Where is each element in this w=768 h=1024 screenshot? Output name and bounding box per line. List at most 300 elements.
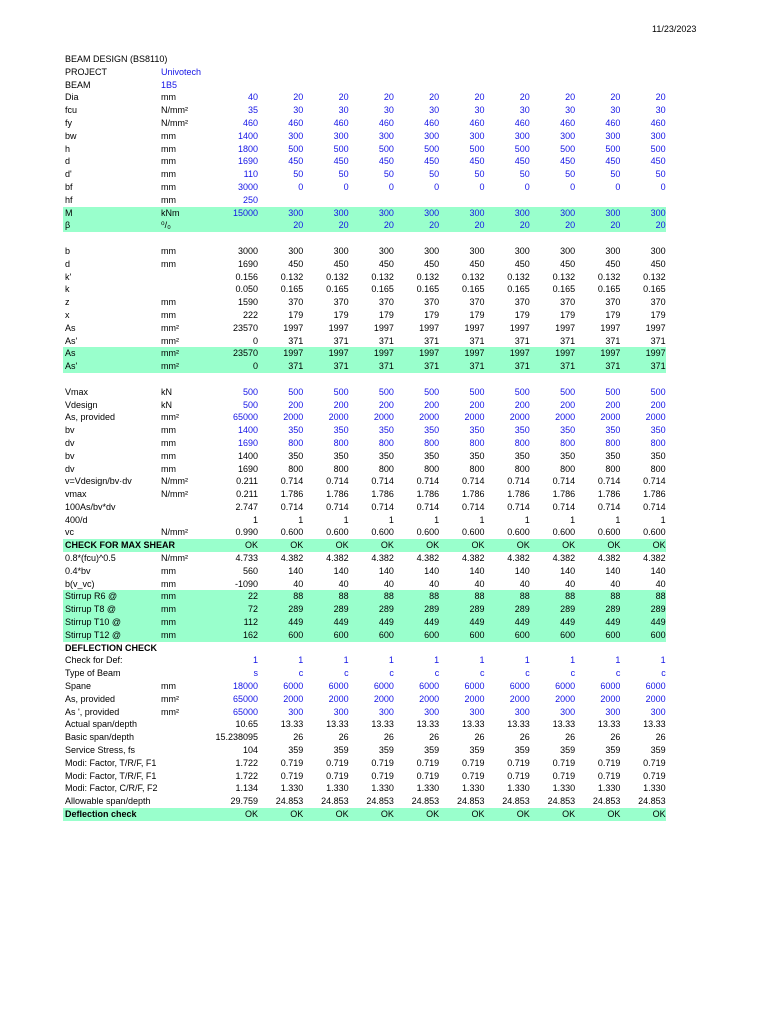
row-value: 0.165 xyxy=(371,284,394,295)
table-row xyxy=(63,629,666,642)
table-row xyxy=(63,130,666,143)
table-row xyxy=(63,104,666,117)
row-value: 0.719 xyxy=(643,770,666,781)
row-unit: mm xyxy=(161,156,176,167)
row-value: 200 xyxy=(560,399,576,410)
row-value: 40 xyxy=(247,92,258,103)
row-value: 10.65 xyxy=(235,719,258,730)
row-value: OK xyxy=(607,809,621,820)
row-value: 0 xyxy=(660,181,666,192)
table-row xyxy=(63,207,666,220)
row-value: 0.600 xyxy=(552,527,576,538)
row-label: 400/d xyxy=(65,514,88,525)
table-row xyxy=(63,463,666,476)
row-value: 140 xyxy=(560,565,576,576)
row-value: 50 xyxy=(519,169,530,180)
row-unit: mm² xyxy=(161,412,179,423)
row-value: 1 xyxy=(615,514,621,525)
row-value: 300 xyxy=(378,706,394,717)
row-value: 20 xyxy=(383,92,394,103)
row-label: As, provided xyxy=(65,693,116,704)
row-value: 26 xyxy=(565,732,576,743)
row-value: 2000 xyxy=(373,412,394,423)
table-row xyxy=(63,360,666,373)
row-unit: mm² xyxy=(161,706,179,717)
row-label: Deflection check xyxy=(65,809,137,820)
row-value: 0.600 xyxy=(326,527,349,538)
row-unit: mm² xyxy=(161,335,179,346)
row-value: 449 xyxy=(333,617,349,628)
row-value: 50 xyxy=(655,169,666,180)
row-value: 20 xyxy=(610,220,621,231)
row-value: 50 xyxy=(610,169,621,180)
row-value: 0.132 xyxy=(552,271,576,282)
row-value: 0.165 xyxy=(280,284,304,295)
table-row xyxy=(63,578,666,591)
row-value: 88 xyxy=(293,591,304,602)
row-value: 600 xyxy=(514,629,530,640)
row-value: 0.719 xyxy=(507,770,530,781)
table-row xyxy=(63,667,666,680)
row-value: 24.853 xyxy=(547,796,576,807)
row-value: 30 xyxy=(293,105,304,116)
row-value: 370 xyxy=(605,297,621,308)
table-row xyxy=(63,271,666,284)
row-value: 300 xyxy=(605,207,621,218)
table-row xyxy=(63,450,666,463)
row-value: 0.719 xyxy=(507,757,530,768)
row-value: 300 xyxy=(514,207,530,218)
beam-design-sheet xyxy=(63,53,666,821)
row-value: 0.211 xyxy=(236,489,258,500)
row-value: 2000 xyxy=(555,693,576,704)
row-value: 0.719 xyxy=(461,770,485,781)
table-row xyxy=(63,245,666,258)
row-value: 450 xyxy=(469,156,485,167)
row-unit: N/mm² xyxy=(161,489,188,500)
row-value: 0.600 xyxy=(597,527,621,538)
row-value: 4.382 xyxy=(552,553,576,564)
row-unit: ⁰/₀ xyxy=(161,220,171,231)
row-value: 179 xyxy=(514,309,530,320)
row-value: 350 xyxy=(424,450,440,461)
row-value: 500 xyxy=(424,386,440,397)
row-unit: mm² xyxy=(161,693,179,704)
row-value: 1 xyxy=(615,655,621,666)
row-value: 1690 xyxy=(237,156,258,167)
row-label: Basic span/depth xyxy=(65,732,135,743)
row-value: 2000 xyxy=(600,412,621,423)
row-label: h xyxy=(65,143,71,154)
row-value: 6000 xyxy=(600,681,621,692)
row-value: 500 xyxy=(288,143,304,154)
row-value: 20 xyxy=(474,92,485,103)
row-value: 350 xyxy=(605,425,621,436)
row-value: 371 xyxy=(469,361,485,372)
table-row xyxy=(63,808,666,821)
row-value: 2000 xyxy=(464,693,485,704)
row-unit: mm xyxy=(161,309,176,320)
row-value: 300 xyxy=(424,245,440,256)
row-value: 88 xyxy=(383,591,394,602)
row-value: 371 xyxy=(288,361,304,372)
row-value: 371 xyxy=(378,335,394,346)
row-value: 0.714 xyxy=(552,476,576,487)
row-value: 0.714 xyxy=(507,501,530,512)
row-label: Vmax xyxy=(65,386,89,397)
row-value: 20 xyxy=(519,220,530,231)
row-value: 222 xyxy=(242,309,258,320)
row-value: 15.238095 xyxy=(215,732,258,743)
table-row xyxy=(63,322,666,335)
row-value: 300 xyxy=(333,207,349,218)
row-value: 300 xyxy=(650,130,666,141)
row-value: 65000 xyxy=(232,693,258,704)
row-value: 1997 xyxy=(373,348,394,359)
table-row xyxy=(63,155,666,168)
row-value: 0.165 xyxy=(507,284,530,295)
row-label: Spane xyxy=(65,681,92,692)
row-value: 250 xyxy=(242,194,258,205)
row-value: 50 xyxy=(293,169,304,180)
row-value: 140 xyxy=(514,565,530,576)
row-value: 370 xyxy=(560,297,576,308)
row-value: 460 xyxy=(242,117,258,128)
row-value: 1400 xyxy=(237,425,258,436)
row-value: 3000 xyxy=(237,181,258,192)
row-value: 140 xyxy=(469,565,485,576)
row-value: 350 xyxy=(469,425,485,436)
row-value: 2000 xyxy=(328,693,349,704)
row-value: 0 xyxy=(298,181,304,192)
row-value: 350 xyxy=(605,450,621,461)
row-value: 450 xyxy=(650,156,666,167)
row-value: -1090 xyxy=(234,578,258,589)
row-unit: mm xyxy=(161,565,176,576)
row-value: 1997 xyxy=(555,348,576,359)
row-value: 2000 xyxy=(645,412,666,423)
row-value: 289 xyxy=(514,604,530,615)
row-value: 13.33 xyxy=(552,719,576,730)
row-unit: mm xyxy=(161,297,176,308)
row-value: c xyxy=(389,668,394,679)
row-value: 350 xyxy=(378,425,394,436)
row-label: x xyxy=(65,309,70,320)
row-value: 350 xyxy=(650,425,666,436)
row-value: 800 xyxy=(514,437,530,448)
row-value: 179 xyxy=(288,309,304,320)
table-row xyxy=(63,181,666,194)
row-value: 0.719 xyxy=(280,770,304,781)
row-value: 350 xyxy=(560,425,576,436)
row-value: OK xyxy=(516,540,530,551)
row-value: 1 xyxy=(252,655,258,666)
row-value: 500 xyxy=(242,399,258,410)
row-value: 0.165 xyxy=(326,284,349,295)
row-value: 560 xyxy=(242,565,258,576)
row-value: 26 xyxy=(610,732,621,743)
row-label: hf xyxy=(65,194,73,205)
row-value: 20 xyxy=(474,220,485,231)
row-value: 26 xyxy=(338,732,349,743)
row-value: 0.132 xyxy=(280,271,304,282)
row-value: 140 xyxy=(378,565,394,576)
row-label: 0.8*(fcu)^0.5 xyxy=(65,553,116,564)
row-value: 449 xyxy=(288,617,304,628)
table-row xyxy=(63,258,666,271)
row-value: 1.330 xyxy=(643,783,666,794)
row-value: c xyxy=(525,668,530,679)
table-row xyxy=(63,194,666,207)
row-value: 371 xyxy=(469,335,485,346)
row-value: 1.786 xyxy=(643,489,666,500)
row-value: c xyxy=(480,668,485,679)
row-value: 200 xyxy=(288,399,304,410)
row-label: k' xyxy=(65,271,72,282)
table-row xyxy=(63,296,666,309)
row-label: bw xyxy=(65,130,77,141)
row-value: 179 xyxy=(650,309,666,320)
row-value: 450 xyxy=(333,258,349,269)
row-value: 0.714 xyxy=(597,501,621,512)
row-value: 359 xyxy=(288,745,304,756)
table-row xyxy=(63,706,666,719)
row-value: 450 xyxy=(650,258,666,269)
beam-design-table xyxy=(63,91,666,820)
row-value: 140 xyxy=(650,565,666,576)
row-value: 450 xyxy=(605,156,621,167)
row-value: 800 xyxy=(650,463,666,474)
row-value: 0.719 xyxy=(326,770,349,781)
row-value: 1 xyxy=(660,655,666,666)
row-value: 26 xyxy=(519,732,530,743)
row-value: 26 xyxy=(655,732,666,743)
row-value: 30 xyxy=(338,105,349,116)
row-value: 1 xyxy=(479,514,485,525)
row-unit: mm xyxy=(161,617,176,628)
table-row xyxy=(63,309,666,322)
table-row xyxy=(63,475,666,488)
row-value: 1400 xyxy=(237,130,258,141)
table-row xyxy=(63,143,666,156)
row-value: 450 xyxy=(469,258,485,269)
row-value: 370 xyxy=(378,297,394,308)
row-value: 300 xyxy=(288,245,304,256)
row-unit: mm xyxy=(161,92,176,103)
row-value: 20 xyxy=(610,92,621,103)
row-value: 1.330 xyxy=(552,783,576,794)
row-value: 300 xyxy=(333,245,349,256)
table-row xyxy=(63,642,666,655)
row-value: 1.134 xyxy=(235,783,258,794)
row-value: 1.786 xyxy=(416,489,440,500)
row-value: 1997 xyxy=(283,322,304,333)
row-value: 20 xyxy=(429,220,440,231)
row-value: 1.330 xyxy=(280,783,304,794)
row-value: 50 xyxy=(429,169,440,180)
row-value: 371 xyxy=(650,335,666,346)
row-value: 460 xyxy=(605,117,621,128)
row-label: Stirrup T10 @ xyxy=(65,617,121,628)
row-value: 1997 xyxy=(555,322,576,333)
row-value: 300 xyxy=(605,706,621,717)
row-value: 359 xyxy=(605,745,621,756)
row-value: 300 xyxy=(605,245,621,256)
row-value: 1.786 xyxy=(326,489,349,500)
table-row xyxy=(63,590,666,603)
row-value: 1.722 xyxy=(235,757,258,768)
row-value: 20 xyxy=(338,220,349,231)
row-value: 0.719 xyxy=(371,770,394,781)
row-label: dv xyxy=(65,463,75,474)
row-value: 2000 xyxy=(328,412,349,423)
row-value: 0.719 xyxy=(552,757,576,768)
row-value: 0.050 xyxy=(235,284,258,295)
row-value: 20 xyxy=(293,220,304,231)
row-value: 72 xyxy=(247,604,258,615)
row-value: 300 xyxy=(424,207,440,218)
row-label: DEFLECTION CHECK xyxy=(65,642,157,653)
row-value: 1 xyxy=(434,514,440,525)
row-value: 162 xyxy=(242,629,258,640)
row-value: 200 xyxy=(605,399,621,410)
row-unit: mm xyxy=(161,130,176,141)
row-value: OK xyxy=(335,809,349,820)
row-label: dv xyxy=(65,437,75,448)
row-value: 359 xyxy=(378,745,394,756)
row-value: 450 xyxy=(605,258,621,269)
row-label: vc xyxy=(65,527,74,538)
row-value: 140 xyxy=(333,565,349,576)
row-value: 289 xyxy=(650,604,666,615)
row-value: 500 xyxy=(605,386,621,397)
row-value: 30 xyxy=(519,105,530,116)
row-value: 88 xyxy=(565,591,576,602)
row-value: 1997 xyxy=(419,348,440,359)
row-value: 371 xyxy=(605,335,621,346)
row-value: 40 xyxy=(565,578,576,589)
row-value: 800 xyxy=(469,463,485,474)
row-value: 600 xyxy=(333,629,349,640)
row-unit: mm xyxy=(161,681,176,692)
row-value: 450 xyxy=(378,156,394,167)
row-value: 35 xyxy=(247,105,258,116)
row-label: Check for Def: xyxy=(65,655,123,666)
row-value: 1.330 xyxy=(416,783,440,794)
row-unit: mm xyxy=(161,450,176,461)
row-value: 1997 xyxy=(509,348,530,359)
row-value: 300 xyxy=(650,207,666,218)
row-value: 359 xyxy=(560,745,576,756)
row-value: 300 xyxy=(469,207,485,218)
row-value: 450 xyxy=(560,156,576,167)
table-row xyxy=(63,744,666,757)
row-label: Allowable span/depth xyxy=(65,796,151,807)
row-value: 1997 xyxy=(464,322,485,333)
row-value: 110 xyxy=(243,169,258,180)
table-row xyxy=(63,782,666,795)
row-value: 800 xyxy=(650,437,666,448)
row-label: bf xyxy=(65,181,73,192)
row-unit: mm xyxy=(161,578,176,589)
row-value: 0.714 xyxy=(643,476,666,487)
row-value: 0.165 xyxy=(643,284,666,295)
row-value: 300 xyxy=(560,207,576,218)
row-value: 0.600 xyxy=(280,527,304,538)
row-value: 2000 xyxy=(283,693,304,704)
row-value: 0.600 xyxy=(461,527,485,538)
row-label: k xyxy=(65,284,70,295)
table-row xyxy=(63,654,666,667)
row-value: 371 xyxy=(424,335,440,346)
row-value: 800 xyxy=(605,437,621,448)
row-value: 1997 xyxy=(328,348,349,359)
row-value: 0 xyxy=(252,361,258,372)
row-value: 460 xyxy=(514,117,530,128)
row-value: 359 xyxy=(469,745,485,756)
table-row xyxy=(63,411,666,424)
row-value: 1 xyxy=(388,655,394,666)
row-value: 179 xyxy=(378,309,394,320)
row-value: 350 xyxy=(333,425,349,436)
row-value: 20 xyxy=(383,220,394,231)
row-label: 100As/bv*dv xyxy=(65,501,116,512)
row-value: 24.853 xyxy=(502,796,530,807)
row-value: 800 xyxy=(514,463,530,474)
row-value: 800 xyxy=(560,463,576,474)
row-value: 800 xyxy=(333,437,349,448)
row-value: 13.33 xyxy=(416,719,440,730)
row-value: 13.33 xyxy=(461,719,485,730)
row-value: 30 xyxy=(474,105,485,116)
row-value: 500 xyxy=(560,143,576,154)
row-value: 300 xyxy=(650,245,666,256)
table-row xyxy=(63,347,666,360)
table-row xyxy=(63,795,666,808)
row-value: 26 xyxy=(293,732,304,743)
row-value: 24.853 xyxy=(366,796,394,807)
row-value: 300 xyxy=(378,245,394,256)
row-value: 1.330 xyxy=(326,783,349,794)
row-value: 1 xyxy=(434,655,440,666)
table-row xyxy=(63,526,666,539)
row-value: 800 xyxy=(378,463,394,474)
row-value: 13.33 xyxy=(326,719,349,730)
row-value: 350 xyxy=(560,450,576,461)
row-value: 0.719 xyxy=(597,757,621,768)
row-value: 300 xyxy=(514,245,530,256)
header-label: BEAM DESIGN (BS8110) xyxy=(65,54,168,64)
row-value: 1.722 xyxy=(235,770,258,781)
row-value: 3000 xyxy=(237,245,258,256)
row-value: 0.600 xyxy=(507,527,530,538)
row-value: 460 xyxy=(650,117,666,128)
row-value: 88 xyxy=(610,591,621,602)
row-unit: mm xyxy=(161,425,176,436)
row-value: 4.382 xyxy=(416,553,440,564)
table-row xyxy=(63,168,666,181)
row-value: 140 xyxy=(605,565,621,576)
row-value: 30 xyxy=(565,105,576,116)
row-unit: mm xyxy=(161,181,176,192)
row-value: 13.33 xyxy=(643,719,666,730)
table-row xyxy=(63,501,666,514)
row-value: 300 xyxy=(469,130,485,141)
row-value: 26 xyxy=(429,732,440,743)
row-value: 26 xyxy=(383,732,394,743)
table-row xyxy=(63,616,666,629)
table-row xyxy=(63,757,666,770)
